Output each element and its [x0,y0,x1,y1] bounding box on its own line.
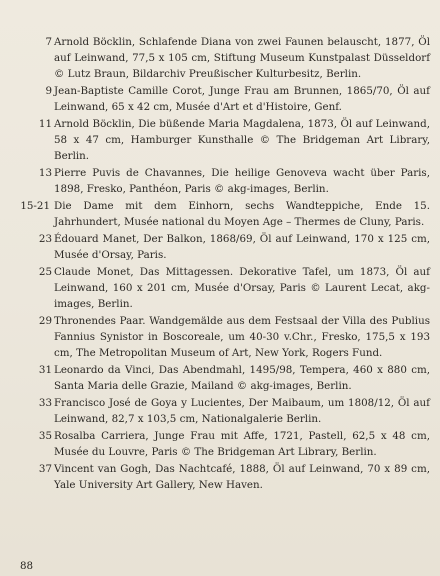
entry-page-number: 33 [38,397,52,409]
entry-page-number: 7 [45,36,52,48]
entry-page-number: 13 [38,167,52,179]
entry-page-number: 29 [38,315,52,327]
credit-entry [0,461,440,493]
credit-entry [0,116,440,164]
entry-text: Pierre Puvis de Chavannes, Die heilige Genoveva wacht über Paris, 1898, Fresko, Panthéon, Paris © akg-images, Berlin. [54,167,430,195]
credit-entry [0,313,440,361]
picture-credits-list [0,34,440,493]
entry-text: Édouard Manet, Der Balkon, 1868/69, Öl auf Leinwand, 170 x 125 cm, Musée d'Orsay, Paris. [54,233,430,261]
credit-entry [0,264,440,312]
entry-text: Vincent van Gogh, Das Nachtcafé, 1888, Öl auf Leinwand, 70 x 89 cm, Yale University Art Gallery, New Haven. [54,463,430,491]
entry-page-number: 23 [38,233,52,245]
entry-page-number: 31 [38,364,52,376]
entry-text: Claude Monet, Das Mittagessen. Dekorative Tafel, um 1873, Öl auf Leinwand, 160 x 201 cm, Musée d'Orsay, Paris © Laurent Lecat, akg-images, Berlin. [54,266,430,310]
entry-text: Arnold Böcklin, Schlafende Diana von zwei Faunen belauscht, 1877, Öl auf Leinwand, 77,5 x 105 cm, Stiftung Museum Kunstpalast Düsseldorf © Lutz Braun, Bildarchiv Preußischer Kulturbesitz, Berlin. [54,36,430,80]
credit-entry [0,34,440,82]
credit-entry [0,83,440,115]
entry-text: Die Dame mit dem Einhorn, sechs Wandteppiche, Ende 15. Jahrhundert, Musée national du Moyen Age – Thermes de Cluny, Paris. [54,200,430,228]
entry-text: Francisco José de Goya y Lucientes, Der Maibaum, um 1808/12, Öl auf Leinwand, 82,7 x 103,5 cm, Nationalgalerie Berlin. [54,397,430,425]
credit-entry [0,198,440,230]
entry-text: Thronendes Paar. Wandgemälde aus dem Festsaal der Villa des Publius Fannius Synistor in Boscoreale, um 40-30 v.Chr., Fresko, 175,5 x 193 cm, The Metropolitan Museum of Art, New York, Rogers Fund. [54,315,430,359]
page-folio-number: 88 [20,560,34,572]
entry-page-number: 9 [45,85,52,97]
entry-text: Arnold Böcklin, Die büßende Maria Magdalena, 1873, Öl auf Leinwand, 58 x 47 cm, Hamburger Kunsthalle © The Bridgeman Art Library, Berlin. [54,118,430,162]
entry-page-number: 11 [38,118,52,130]
credit-entry [0,362,440,394]
credit-entry [0,165,440,197]
credit-entry [0,428,440,460]
entry-page-number: 35 [38,430,52,442]
entry-page-number: 25 [38,266,52,278]
entry-text: Rosalba Carriera, Junge Frau mit Affe, 1721, Pastell, 62,5 x 48 cm, Musée du Louvre, Paris © The Bridgeman Art Library, Berlin. [54,430,430,458]
entry-text: Jean-Baptiste Camille Corot, Junge Frau am Brunnen, 1865/70, Öl auf Leinwand, 65 x 42 cm, Musée d'Art et d'Histoire, Genf. [54,85,430,113]
entry-page-number: 37 [38,463,52,475]
entry-text: Leonardo da Vinci, Das Abendmahl, 1495/98, Tempera, 460 x 880 cm, Santa Maria delle Grazie, Mailand © akg-images, Berlin. [54,364,430,392]
credit-entry [0,231,440,263]
credit-entry [0,395,440,427]
entry-page-number: 15-21 [20,200,50,212]
